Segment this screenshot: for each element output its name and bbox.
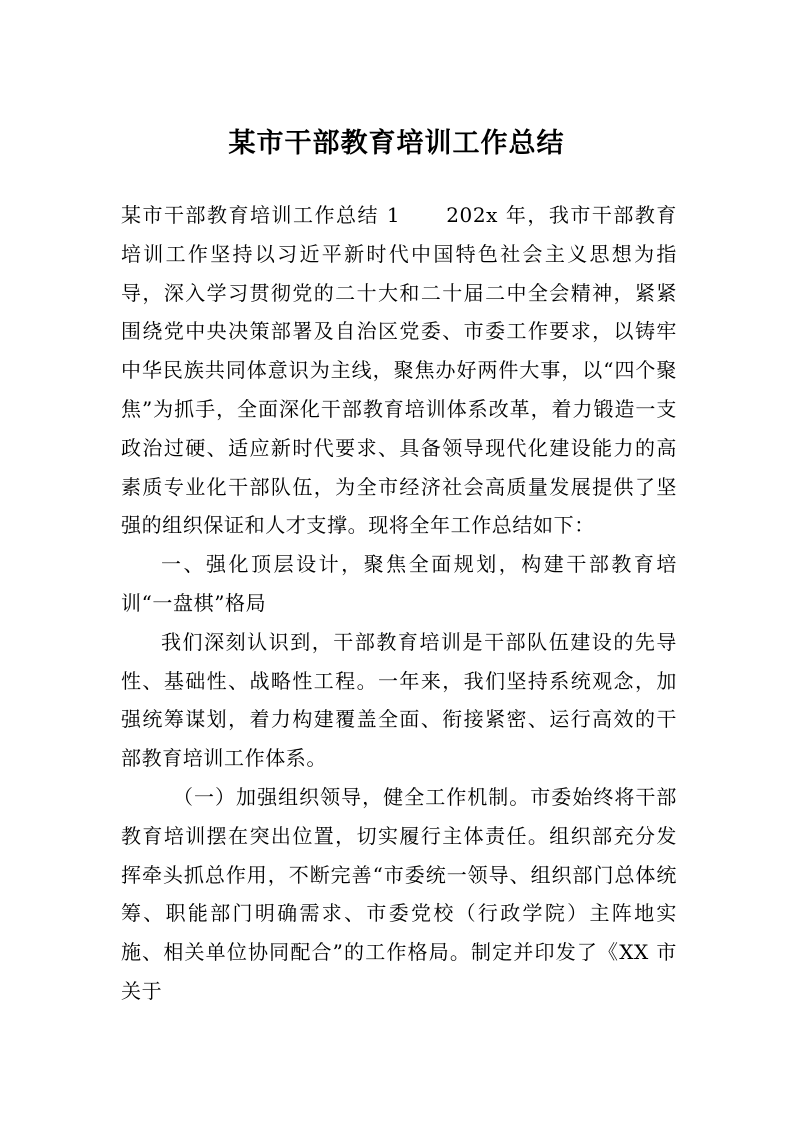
section-heading: 一、强化顶层设计，聚焦全面规划，构建干部教育培训“一盘棋”格局 [121, 552, 677, 615]
intro-text: 202x 年，我市干部教育培训工作坚持以习近平新时代中国特色社会主义思想为指导，深入学习贯彻党的二十大和二十届二中全会精神，紧紧围绕党中央决策部署及自治区党委、市委工作要求，以铸牢中华民族共同体意识为主线，聚焦办好两件大事，以“四个聚焦”为抓手，全面深化干部教育培训体系改革，着力锻造一支政治过硬、适应新时代要求、具备领导现代化建设能力的高素质专业化干部队伍，为全市经济社会高质量发展提供了坚强的组织保证和人才支撑。现将全年工作总结如下： [121, 203, 677, 538]
intro-prefix: 某市干部教育培训工作总结 1 [121, 203, 401, 227]
body-paragraph-1: 我们深刻认识到，干部教育培训是干部队伍建设的先导性、基础性、战略性工程。一年来，我们坚持系统观念，加强统筹谋划，着力构建覆盖全面、衔接紧密、运行高效的干部教育培训工作体系。 [121, 629, 677, 771]
page-title: 某市干部教育培训工作总结 [228, 128, 565, 159]
intro-paragraph [121, 196, 677, 545]
document-body [121, 196, 677, 1011]
body-paragraph-2: （一）加强组织领导，健全工作机制。市委始终将干部教育培训摆在突出位置，切实履行主体责任。组织部充分发挥牵头抓总作用，不断完善“市委统一领导、组织部门总体统筹、职能部门明确需求、市委党校（行政学院）主阵地实施、相关单位协同配合”的工作格局。制定并印发了《XX 市关于 [121, 784, 677, 1003]
